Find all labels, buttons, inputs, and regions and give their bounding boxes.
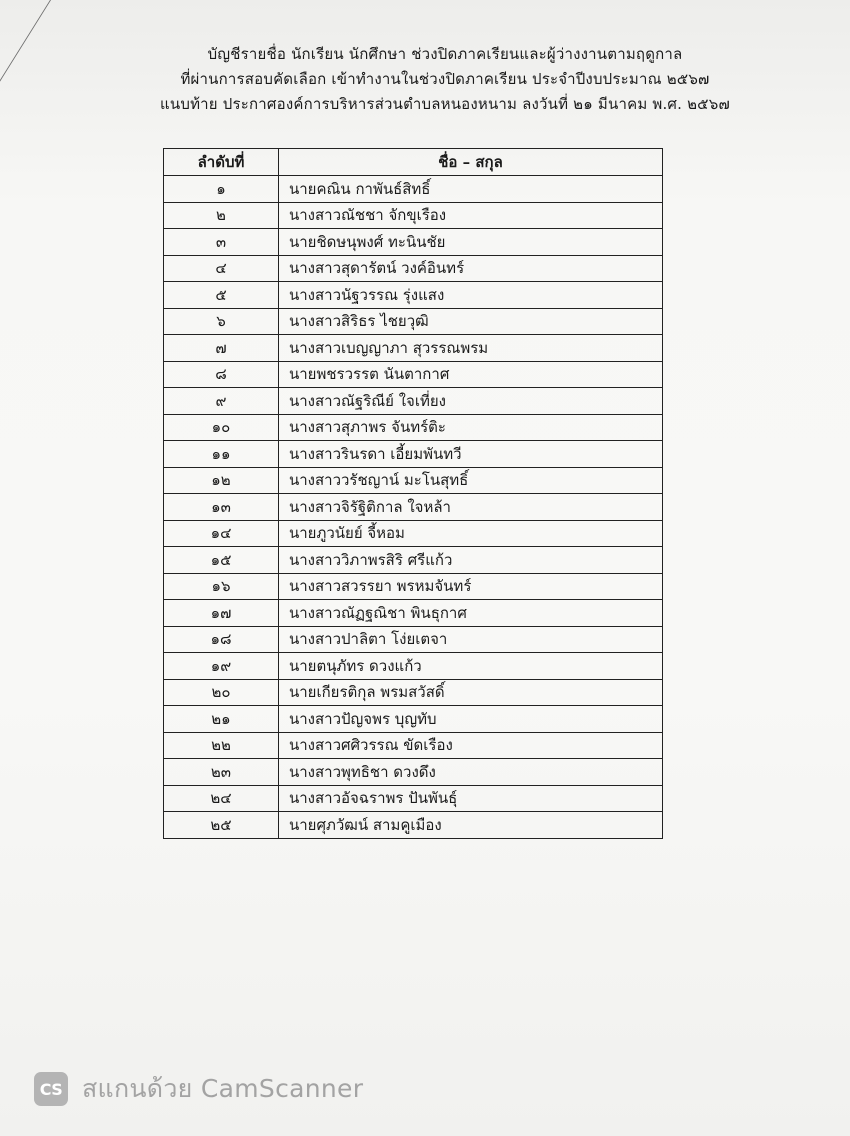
row-number: ๑๕ bbox=[164, 547, 279, 574]
table-row bbox=[164, 785, 663, 812]
header-line-1: บัญชีรายชื่อ นักเรียน นักศึกษา ช่วงปิดภาคเรียนและผู้ว่างงานตามฤดูกาล bbox=[207, 45, 683, 63]
table-row bbox=[164, 520, 663, 547]
row-full-name: นางสาวรินรดา เอี้ยมพันทวี bbox=[279, 441, 663, 468]
table-row bbox=[164, 547, 663, 574]
table-body bbox=[164, 176, 663, 839]
row-number: ๑๘ bbox=[164, 626, 279, 653]
table-row bbox=[164, 176, 663, 203]
row-number: ๑๔ bbox=[164, 520, 279, 547]
table-row bbox=[164, 361, 663, 388]
table-row bbox=[164, 414, 663, 441]
row-full-name: นายตนุภัทร ดวงแก้ว bbox=[279, 653, 663, 680]
column-header-name: ชื่อ – สกุล bbox=[279, 149, 663, 176]
row-number: ๑๓ bbox=[164, 494, 279, 521]
table-row bbox=[164, 626, 663, 653]
row-full-name: นางสาวณัชชา จักขุเรือง bbox=[279, 202, 663, 229]
table-header-row bbox=[164, 149, 663, 176]
table-row bbox=[164, 653, 663, 680]
header-line-2: ที่ผ่านการสอบคัดเลือก เข้าทำงานในช่วงปิดภาคเรียน ประจำปีงบประมาณ ๒๕๖๗ bbox=[180, 70, 710, 88]
table-row bbox=[164, 573, 663, 600]
row-number: ๑๒ bbox=[164, 467, 279, 494]
table-row bbox=[164, 202, 663, 229]
row-number: ๓ bbox=[164, 229, 279, 256]
row-full-name: นางสาววรัชญาน์ มะโนสุทธิ์ bbox=[279, 467, 663, 494]
row-number: ๒๓ bbox=[164, 759, 279, 786]
row-number: ๑๐ bbox=[164, 414, 279, 441]
row-number: ๒ bbox=[164, 202, 279, 229]
table-row bbox=[164, 255, 663, 282]
row-full-name: นางสาวเบญญาภา สุวรรณพรม bbox=[279, 335, 663, 362]
row-number: ๑๖ bbox=[164, 573, 279, 600]
table-row bbox=[164, 759, 663, 786]
row-number: ๒๕ bbox=[164, 812, 279, 839]
row-full-name: นางสาวสิริธร ไชยวุฒิ bbox=[279, 308, 663, 335]
row-number: ๑๗ bbox=[164, 600, 279, 627]
row-full-name: นางสาวอัจฉราพร ปันพันธุ์ bbox=[279, 785, 663, 812]
row-full-name: นางสาววิภาพรสิริ ศรีแก้ว bbox=[279, 547, 663, 574]
table-row bbox=[164, 308, 663, 335]
row-full-name: นางสาวปัญจพร บุญทับ bbox=[279, 706, 663, 733]
row-number: ๙ bbox=[164, 388, 279, 415]
header-line-3: แนบท้าย ประกาศองค์การบริหารส่วนตำบลหนองหนาม ลงวันที่ ๒๑ มีนาคม พ.ศ. ๒๕๖๗ bbox=[160, 95, 730, 113]
row-full-name: นางสาวสุดารัตน์ วงค์อินทร์ bbox=[279, 255, 663, 282]
watermark-text: สแกนด้วย CamScanner bbox=[82, 1074, 364, 1103]
row-number: ๕ bbox=[164, 282, 279, 309]
name-list-table bbox=[163, 148, 663, 839]
row-number: ๖ bbox=[164, 308, 279, 335]
row-number: ๒๒ bbox=[164, 732, 279, 759]
row-full-name: นายพชรวรรต นันตากาศ bbox=[279, 361, 663, 388]
row-full-name: นางสาวสุภาพร จันทร์ติะ bbox=[279, 414, 663, 441]
row-number: ๑ bbox=[164, 176, 279, 203]
row-full-name: นางสาวสวรรยา พรหมจันทร์ bbox=[279, 573, 663, 600]
table-row bbox=[164, 441, 663, 468]
document-header bbox=[120, 42, 770, 117]
row-full-name: นายภูวนัยย์ จี้หอม bbox=[279, 520, 663, 547]
table-row bbox=[164, 335, 663, 362]
table-row bbox=[164, 600, 663, 627]
table-row bbox=[164, 388, 663, 415]
column-header-no: ลำดับที่ bbox=[164, 149, 279, 176]
table-row bbox=[164, 732, 663, 759]
row-full-name: นายศุภวัฒน์ สามคูเมือง bbox=[279, 812, 663, 839]
row-number: ๒๔ bbox=[164, 785, 279, 812]
table-row bbox=[164, 229, 663, 256]
row-full-name: นางสาวปาลิตา โง่ยเตจา bbox=[279, 626, 663, 653]
table-row bbox=[164, 467, 663, 494]
row-number: ๒๑ bbox=[164, 706, 279, 733]
row-full-name: นางสาวณัฐริณีย์ ใจเที่ยง bbox=[279, 388, 663, 415]
table-row bbox=[164, 706, 663, 733]
row-full-name: นางสาวศศิวรรณ ขัดเรือง bbox=[279, 732, 663, 759]
row-full-name: นายชิดษนุพงศ์ ทะนินชัย bbox=[279, 229, 663, 256]
table-row bbox=[164, 282, 663, 309]
camscanner-logo-icon: CS bbox=[34, 1072, 68, 1106]
row-full-name: นางสาวณัฏฐณิชา พินธุกาศ bbox=[279, 600, 663, 627]
table-row bbox=[164, 494, 663, 521]
row-number: ๒๐ bbox=[164, 679, 279, 706]
row-full-name: นางสาวนัฐวรรณ รุ่งแสง bbox=[279, 282, 663, 309]
table-row bbox=[164, 679, 663, 706]
camscanner-watermark bbox=[34, 1071, 363, 1107]
row-number: ๗ bbox=[164, 335, 279, 362]
row-full-name: นายคณิน กาพันธ์สิทธิ์ bbox=[279, 176, 663, 203]
row-number: ๘ bbox=[164, 361, 279, 388]
row-full-name: นายเกียรติกุล พรมสวัสดิ์ bbox=[279, 679, 663, 706]
row-number: ๔ bbox=[164, 255, 279, 282]
row-number: ๑๑ bbox=[164, 441, 279, 468]
row-number: ๑๙ bbox=[164, 653, 279, 680]
name-list-table-container bbox=[163, 148, 662, 839]
table-row bbox=[164, 812, 663, 839]
row-full-name: นางสาวจิรัฐิติกาล ใจหล้า bbox=[279, 494, 663, 521]
row-full-name: นางสาวพุทธิชา ดวงดึง bbox=[279, 759, 663, 786]
